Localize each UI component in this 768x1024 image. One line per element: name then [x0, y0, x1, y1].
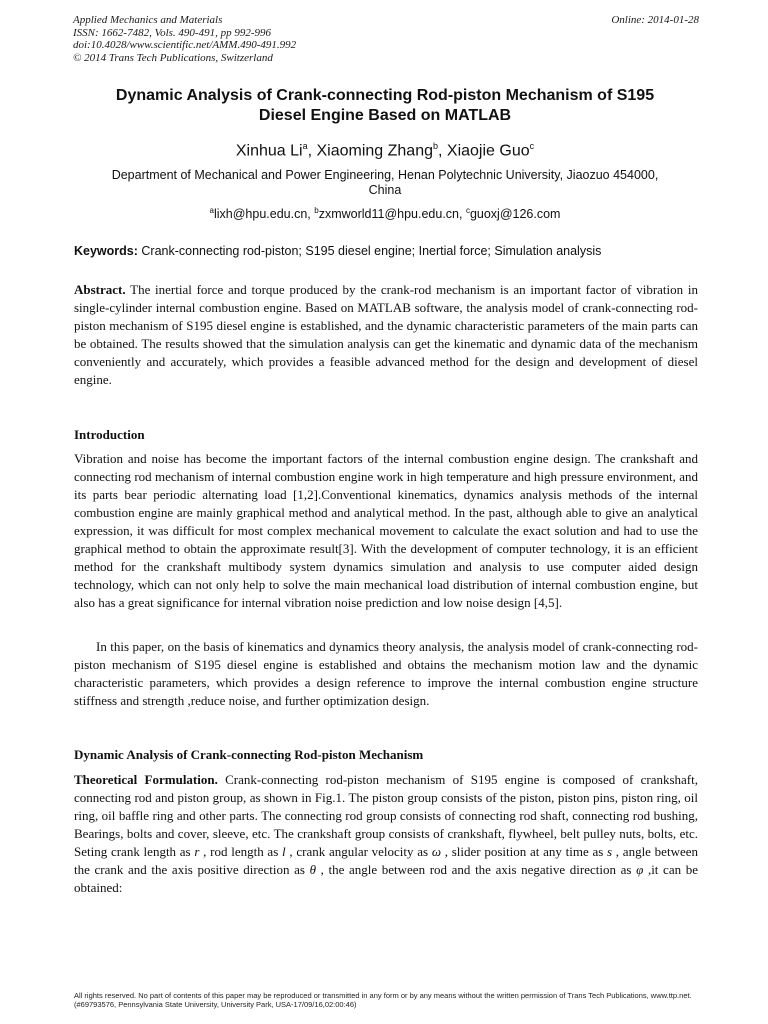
email-mark: c — [465, 206, 470, 215]
author-name: Xinhua Li — [235, 142, 303, 160]
author-mark: a — [302, 141, 308, 151]
title-line-1: Dynamic Analysis of Crank-connecting Rod-piston Mechanism of S195 — [115, 87, 655, 104]
email-mark: a — [209, 206, 214, 215]
paper-title — [70, 86, 700, 126]
author-name: Xiaoming Zhang — [316, 142, 433, 160]
issn-line: ISSN: 1662-7482, Vols. 490-491, pp 992-996 — [73, 26, 271, 39]
paragraph-text: ,it can be obtained: — [74, 862, 698, 895]
paragraph-text: , rod length as — [199, 844, 282, 859]
email-mark: b — [314, 206, 319, 215]
email-address: lixh@hpu.edu.cn, — [213, 207, 315, 222]
author-mark: b — [433, 141, 439, 151]
symbol-theta: θ — [309, 862, 316, 877]
affiliation — [70, 168, 700, 198]
theoretical-formulation-label: Theoretical Formulation. — [74, 772, 218, 787]
doi-line: doi:10.4028/www.scientific.net/AMM.490-491.992 — [73, 39, 297, 51]
author-sep: , — [307, 142, 317, 160]
affiliation-line-2: China — [368, 183, 402, 197]
copyright-footer: All rights reserved. No part of contents of this paper may be reproduced or transmitted in any form or by any means without the written permission of Trans Tech Publications, www.ttp.net. (#69793576, Pennsylvania State University, University Park, USA-17/09/16,02:00:46) — [74, 991, 692, 1009]
author-name: Xiaojie Guo — [446, 142, 530, 160]
introduction-paragraph-1: Vibration and noise has become the important factors of the internal combustion engine design. The crankshaft and connecting rod mechanism of internal combustion engine work in high temperature and high pressure environment, and its parts bear periodic alternating load [1,2].Conventional kinematics, dynamics analysis methods of the internal combustion engine are mainly graphical method and analytical method. In the past, although able to give an analytical expression, it was difficult for most complex mechanical movement to calculate the exact solution and had to use the graphical method to obtain the approximate result[3]. With the development of computer technology, it is an efficient method for the crankshaft multibody system dynamics simulation and analysis to use computer aided design technology, which can not only help to solve the main mechanical load distribution of internal combustion engine, but also has a great significance for internal vibration noise prediction and low noise design [4,5]. — [74, 451, 698, 610]
email-list — [70, 206, 700, 221]
author-list — [70, 141, 700, 160]
title-line-2: Diesel Engine Based on MATLAB — [258, 107, 512, 124]
email-address: guoxj@126.com — [469, 207, 561, 222]
keywords-label: Keywords: — [74, 244, 138, 258]
symbol-r: r — [194, 844, 200, 859]
symbol-l: l — [282, 844, 286, 859]
abstract-text: The inertial force and torque produced by the crank-rod mechanism is an important factor of vibration in single-cylinder internal combustion engine. Based on MATLAB software, the analysis model of crank-connecting rod-piston mechanism of S195 diesel engine is established, and the dynamic characteristic parameters of the main parts can be obtained. The results showed that the simulation analysis can get the kinematic and dynamic data of the mechanism conveniently and accurately, which provides a feasible advanced method for the design and development of diesel engine. — [74, 282, 698, 387]
paragraph-text: , crank angular velocity as — [285, 844, 432, 859]
symbol-omega: ω — [431, 844, 442, 859]
paragraph-text: , slider position at any time as — [441, 844, 608, 859]
keywords — [74, 244, 698, 258]
affiliation-line-1: Department of Mechanical and Power Engineering, Henan Polytechnic University, Jiaozuo 454000, — [111, 168, 659, 182]
online-date: Online: 2014-01-28 — [611, 14, 699, 26]
paragraph-text: , the angle between rod and the axis negative direction as — [315, 862, 637, 877]
introduction-heading: Introduction — [74, 427, 145, 442]
section-heading-dynamic-analysis: Dynamic Analysis of Crank-connecting Rod-piston Mechanism — [74, 747, 424, 762]
abstract — [74, 281, 698, 389]
copyright-line: © 2014 Trans Tech Publications, Switzerland — [73, 51, 273, 64]
email-address: zxmworld11@hpu.edu.cn, — [318, 207, 466, 222]
author-mark: c — [529, 141, 535, 151]
paragraph-text: Crank-connecting rod-piston mechanism of S195 engine is composed of crankshaft, connecting rod and piston group, as shown in Fig.1. The piston group consists of the piston, piston pins, piston ring, oil ring, oil baffle ring and other parts. The connecting rod group consists of connecting rod shaft, connecting rod bushing, Bearings, bolts and cover, sleeve, etc. The crankshaft group consists of crankshaft, flywheel, belt pulley nuts, bolts, etc. Seting crank length as — [74, 772, 698, 859]
introduction-paragraph-2: In this paper, on the basis of kinematics and dynamics theory analysis, the analysis model of crank-connecting rod-piston mechanism of S195 diesel engine is established and obtains the mechanism motion law and the dynamic characteristic parameters, which provides a design reference to improve the internal combustion engine structure stiffness and strength ,reduce noise, and further optimization design. — [74, 639, 698, 708]
symbol-s: s — [607, 844, 613, 859]
symbol-phi: φ — [636, 862, 644, 877]
paragraph-text: , angle between the crank and the axis positive direction as — [74, 844, 698, 877]
journal-header — [73, 14, 699, 64]
author-sep: , — [438, 142, 447, 160]
theoretical-formulation-paragraph — [74, 771, 698, 897]
abstract-label: Abstract. — [74, 282, 126, 297]
journal-name: Applied Mechanics and Materials — [73, 14, 223, 26]
keywords-text: Crank-connecting rod-piston; S195 diesel engine; Inertial force; Simulation analysis — [137, 244, 602, 258]
